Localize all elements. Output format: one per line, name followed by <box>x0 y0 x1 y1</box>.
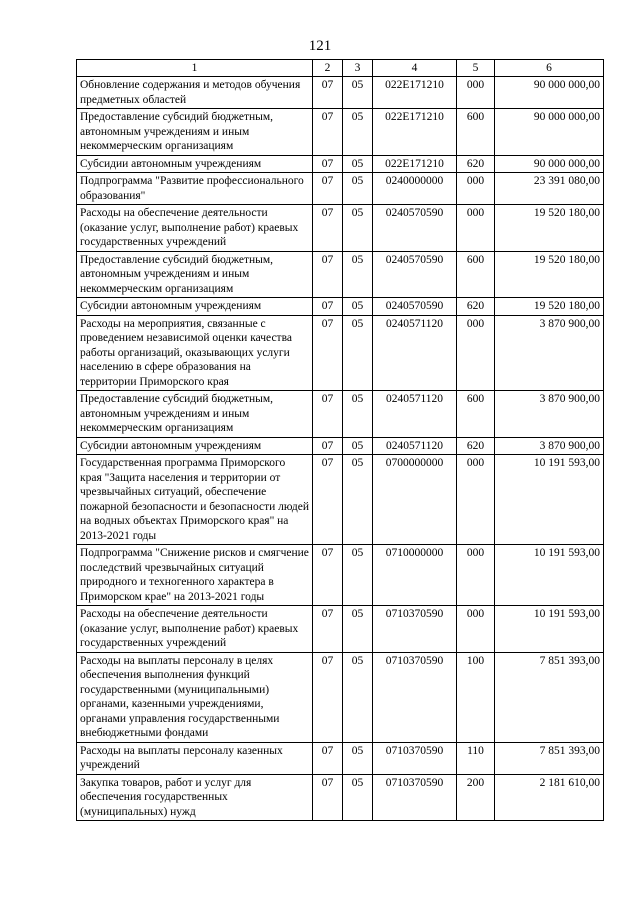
row-expense-type-cell: 000 <box>457 77 495 109</box>
row-subsection-cell: 05 <box>343 298 373 316</box>
budget-table <box>76 59 604 821</box>
row-section-cell: 07 <box>313 391 343 438</box>
row-section-cell: 07 <box>313 652 343 742</box>
row-subsection-cell: 05 <box>343 109 373 156</box>
row-expense-type-cell: 000 <box>457 455 495 545</box>
table-row <box>77 298 604 316</box>
row-name-cell: Расходы на мероприятия, связанные с проведением независимой оценки качества работы организаций, оказывающих услуги населению в сфере образования на территории Приморского края <box>77 315 313 391</box>
column-header-4: 4 <box>373 60 457 77</box>
table-row <box>77 652 604 742</box>
table-row <box>77 606 604 653</box>
table-row <box>77 545 604 606</box>
table-row <box>77 77 604 109</box>
row-name-cell: Обновление содержания и методов обучения предметных областей <box>77 77 313 109</box>
row-expense-type-cell: 000 <box>457 173 495 205</box>
row-section-cell: 07 <box>313 205 343 252</box>
row-section-cell: 07 <box>313 155 343 173</box>
row-name-cell: Субсидии автономным учреждениям <box>77 298 313 316</box>
row-name-cell: Подпрограмма "Снижение рисков и смягчение последствий чрезвычайных ситуаций природного и техногенного характера в Приморском крае" на 2013-2021 годы <box>77 545 313 606</box>
row-name-cell: Расходы на обеспечение деятельности (оказание услуг, выполнение работ) краевых государственных учреждений <box>77 606 313 653</box>
row-expense-type-cell: 600 <box>457 109 495 156</box>
row-expense-type-cell: 620 <box>457 437 495 455</box>
row-subsection-cell: 05 <box>343 205 373 252</box>
row-amount-cell: 90 000 000,00 <box>495 77 604 109</box>
row-expense-type-cell: 600 <box>457 391 495 438</box>
row-target-article-cell: 022E171210 <box>373 77 457 109</box>
column-header-5: 5 <box>457 60 495 77</box>
row-subsection-cell: 05 <box>343 437 373 455</box>
row-amount-cell: 3 870 900,00 <box>495 437 604 455</box>
row-section-cell: 07 <box>313 455 343 545</box>
row-amount-cell: 10 191 593,00 <box>495 545 604 606</box>
table-row <box>77 251 604 298</box>
row-expense-type-cell: 620 <box>457 298 495 316</box>
row-expense-type-cell: 000 <box>457 205 495 252</box>
row-amount-cell: 90 000 000,00 <box>495 109 604 156</box>
table-row <box>77 315 604 391</box>
row-section-cell: 07 <box>313 109 343 156</box>
table-row <box>77 774 604 821</box>
row-subsection-cell: 05 <box>343 155 373 173</box>
row-amount-cell: 7 851 393,00 <box>495 652 604 742</box>
row-amount-cell: 90 000 000,00 <box>495 155 604 173</box>
table-row <box>77 455 604 545</box>
row-target-article-cell: 0240571120 <box>373 391 457 438</box>
row-subsection-cell: 05 <box>343 315 373 391</box>
row-subsection-cell: 05 <box>343 545 373 606</box>
row-subsection-cell: 05 <box>343 774 373 821</box>
column-header-3: 3 <box>343 60 373 77</box>
row-amount-cell: 19 520 180,00 <box>495 205 604 252</box>
row-subsection-cell: 05 <box>343 391 373 438</box>
row-section-cell: 07 <box>313 437 343 455</box>
row-section-cell: 07 <box>313 774 343 821</box>
table-row <box>77 173 604 205</box>
row-name-cell: Предоставление субсидий бюджетным, автономным учреждениям и иным некоммерческим организациям <box>77 391 313 438</box>
row-name-cell: Расходы на выплаты персоналу казенных учреждений <box>77 742 313 774</box>
row-amount-cell: 7 851 393,00 <box>495 742 604 774</box>
row-expense-type-cell: 000 <box>457 545 495 606</box>
row-subsection-cell: 05 <box>343 742 373 774</box>
row-target-article-cell: 022E171210 <box>373 155 457 173</box>
column-header-6: 6 <box>495 60 604 77</box>
row-amount-cell: 2 181 610,00 <box>495 774 604 821</box>
row-target-article-cell: 0710000000 <box>373 545 457 606</box>
row-name-cell: Подпрограмма "Развитие профессионального образования" <box>77 173 313 205</box>
row-amount-cell: 19 520 180,00 <box>495 298 604 316</box>
row-target-article-cell: 022E171210 <box>373 109 457 156</box>
row-section-cell: 07 <box>313 251 343 298</box>
row-subsection-cell: 05 <box>343 251 373 298</box>
row-section-cell: 07 <box>313 298 343 316</box>
row-expense-type-cell: 620 <box>457 155 495 173</box>
row-subsection-cell: 05 <box>343 652 373 742</box>
row-amount-cell: 10 191 593,00 <box>495 455 604 545</box>
row-section-cell: 07 <box>313 77 343 109</box>
table-row <box>77 437 604 455</box>
row-name-cell: Расходы на обеспечение деятельности (оказание услуг, выполнение работ) краевых государственных учреждений <box>77 205 313 252</box>
row-target-article-cell: 0240570590 <box>373 251 457 298</box>
row-amount-cell: 3 870 900,00 <box>495 391 604 438</box>
row-subsection-cell: 05 <box>343 77 373 109</box>
row-target-article-cell: 0710370590 <box>373 774 457 821</box>
row-expense-type-cell: 600 <box>457 251 495 298</box>
row-amount-cell: 23 391 080,00 <box>495 173 604 205</box>
row-target-article-cell: 0710370590 <box>373 606 457 653</box>
row-target-article-cell: 0710370590 <box>373 652 457 742</box>
row-target-article-cell: 0710370590 <box>373 742 457 774</box>
row-target-article-cell: 0240570590 <box>373 205 457 252</box>
row-expense-type-cell: 000 <box>457 315 495 391</box>
table-row <box>77 742 604 774</box>
row-expense-type-cell: 100 <box>457 652 495 742</box>
row-target-article-cell: 0700000000 <box>373 455 457 545</box>
header-row <box>77 60 604 77</box>
row-target-article-cell: 0240000000 <box>373 173 457 205</box>
row-subsection-cell: 05 <box>343 455 373 545</box>
row-expense-type-cell: 200 <box>457 774 495 821</box>
table-row <box>77 109 604 156</box>
row-expense-type-cell: 110 <box>457 742 495 774</box>
row-section-cell: 07 <box>313 606 343 653</box>
table-row <box>77 391 604 438</box>
table-row <box>77 155 604 173</box>
row-name-cell: Субсидии автономным учреждениям <box>77 437 313 455</box>
row-amount-cell: 19 520 180,00 <box>495 251 604 298</box>
row-name-cell: Расходы на выплаты персоналу в целях обеспечения выполнения функций государственными (муниципальными) органами, казенными учреждениями, органами управления государственными внебюджетными фондами <box>77 652 313 742</box>
row-name-cell: Предоставление субсидий бюджетным, автономным учреждениям и иным некоммерческим организациям <box>77 109 313 156</box>
row-subsection-cell: 05 <box>343 606 373 653</box>
column-header-2: 2 <box>313 60 343 77</box>
row-subsection-cell: 05 <box>343 173 373 205</box>
row-target-article-cell: 0240570590 <box>373 298 457 316</box>
row-name-cell: Субсидии автономным учреждениям <box>77 155 313 173</box>
column-header-1: 1 <box>77 60 313 77</box>
row-section-cell: 07 <box>313 742 343 774</box>
row-expense-type-cell: 000 <box>457 606 495 653</box>
row-section-cell: 07 <box>313 545 343 606</box>
row-section-cell: 07 <box>313 173 343 205</box>
page-number: 121 <box>308 38 332 54</box>
row-section-cell: 07 <box>313 315 343 391</box>
row-amount-cell: 10 191 593,00 <box>495 606 604 653</box>
row-target-article-cell: 0240571120 <box>373 437 457 455</box>
row-target-article-cell: 0240571120 <box>373 315 457 391</box>
row-name-cell: Закупка товаров, работ и услуг для обеспечения государственных (муниципальных) нужд <box>77 774 313 821</box>
table-row <box>77 205 604 252</box>
row-name-cell: Предоставление субсидий бюджетным, автономным учреждениям и иным некоммерческим организациям <box>77 251 313 298</box>
row-name-cell: Государственная программа Приморского края "Защита населения и территории от чрезвычайных ситуаций, обеспечение пожарной безопасности и безопасности людей на водных объектах Приморского края" на 2013-2021 годы <box>77 455 313 545</box>
row-amount-cell: 3 870 900,00 <box>495 315 604 391</box>
